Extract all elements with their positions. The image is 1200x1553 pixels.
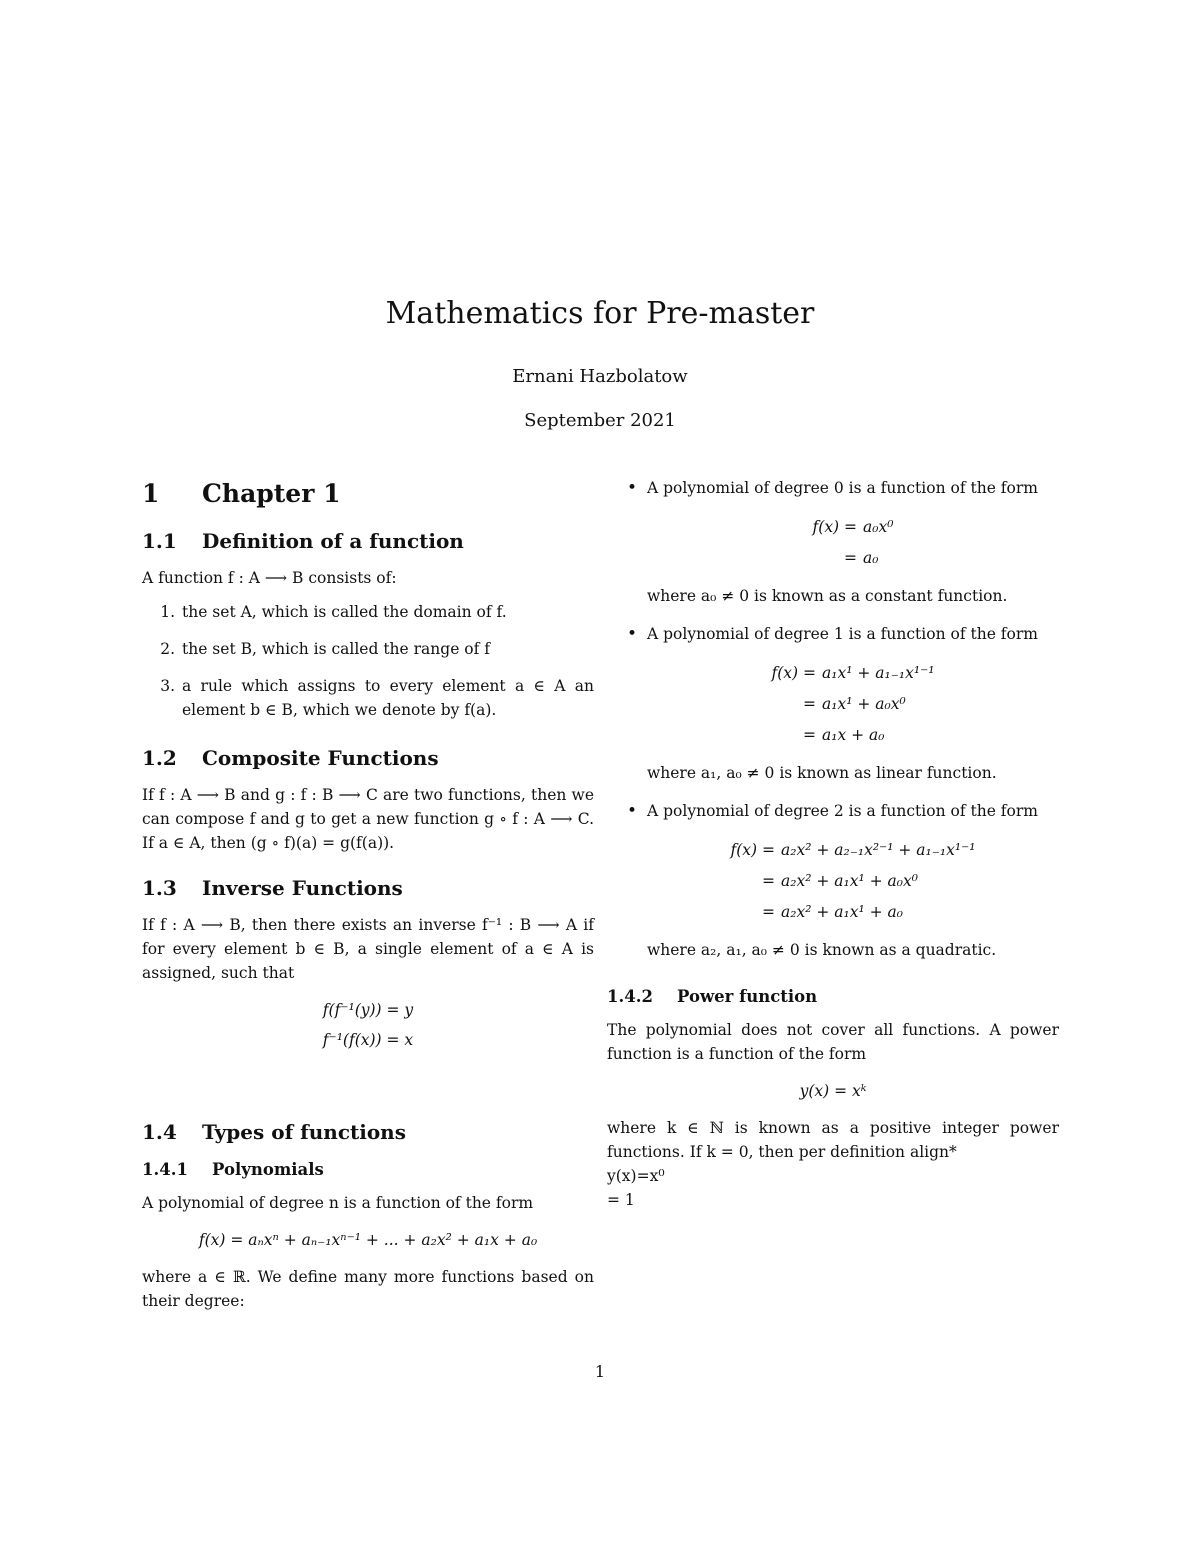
subsection-title: Polynomials [212,1160,324,1179]
section-heading-1-2 [142,743,594,773]
chapter-title: Chapter 1 [202,479,341,508]
subsection-number: 1.4.1 [142,1160,188,1179]
paragraph: • A polynomial of degree 1 is a function of the form [647,625,1038,643]
equation: y(x) = xᵏ [799,1082,867,1100]
paragraph: The polynomial does not cover all functions. A power function is a function of the form [607,1021,1059,1063]
section-title: Definition of a function [202,529,464,553]
section-heading-1-3 [142,873,594,903]
paragraph: where a₁, a₀ ≠ 0 is known as linear function. [647,764,997,782]
section-title: Composite Functions [202,746,439,770]
page-number: 1 [594,1362,606,1381]
equation-rhs: a₀ [863,549,879,567]
equation-rhs: a₁x¹ + a₁₋₁x¹⁻¹ [822,664,935,682]
equation-rhs: a₁x + a₀ [822,726,885,744]
equation-rhs: a₂x² + a₁x¹ + a₀x⁰ [781,872,918,890]
equation-rhs: a₂x² + a₂₋₁x²⁻¹ + a₁₋₁x¹⁻¹ [781,841,976,859]
section-number: 1.3 [142,876,177,900]
equation-block [647,658,1059,751]
chapter-number: 1 [142,479,160,508]
paragraph: If f : A ⟶ B and g : f : B ⟶ C are two functions, then we can compose f and g to get a new function g ∘ f : A ⟶ C. If a ∈ A, then (g ∘ f)(a) = g(f(a)). [142,786,594,852]
section-heading-1-4 [142,1117,594,1147]
section-title: Types of functions [202,1120,406,1144]
chapter-heading [142,476,594,512]
left-column [142,476,594,1313]
equation-lhs: f(x) = [812,518,858,536]
list-item [647,476,1059,608]
right-column [607,476,1059,1212]
section-title: Inverse Functions [202,876,403,900]
equation-rhs: a₀x⁰ [863,518,894,536]
list-item [647,799,1059,962]
subsection-title: Power function [677,987,818,1006]
equation: f(f⁻¹(y)) = y [322,1001,414,1019]
equals-sign: = [762,872,775,890]
math-line: y(x)=x⁰ [607,1167,665,1185]
equation-rhs: a₁x¹ + a₀x⁰ [822,695,906,713]
author: Ernani Hazbolatow [512,366,688,387]
date: September 2021 [524,410,676,431]
equals-sign: = [762,903,775,921]
paragraph: If f : A ⟶ B, then there exists an inverse f⁻¹ : B ⟶ A if for every element b ∈ B, a single element of a ∈ A is assigned, such that [142,916,594,982]
paragraph: where k ∈ ℕ is known as a positive integer power functions. If k = 0, then per definition align* [607,1119,1059,1161]
subsection-number: 1.4.2 [607,987,653,1006]
subsection-heading-1-4-2 [607,984,1059,1010]
definition-list [142,600,594,722]
equation-block [647,835,1059,928]
equals-sign: = [844,549,858,567]
list-item: 2. the set B, which is called the range of f [180,637,594,661]
equals-sign: = [803,695,817,713]
equation: f(x) = aₙxⁿ + aₙ₋₁xⁿ⁻¹ + ... + a₂x² + a₁x + a₀ [198,1231,538,1249]
paragraph: where a₂, a₁, a₀ ≠ 0 is known as a quadratic. [647,941,997,959]
equation-lhs: f(x) = [771,664,817,682]
equation-lhs: f(x) = [730,841,775,859]
paragraph: • A polynomial of degree 0 is a function of the form [647,479,1038,497]
math-line: = 1 [607,1191,635,1209]
subsection-heading-1-4-1 [142,1157,594,1183]
paragraph: A polynomial of degree n is a function of the form [142,1194,534,1212]
section-number: 1.2 [142,746,177,770]
paragraph: where a₀ ≠ 0 is known as a constant function. [647,587,1008,605]
paper-title: Mathematics for Pre-master [385,296,815,331]
equation-rhs: a₂x² + a₁x¹ + a₀ [781,903,903,921]
section-number: 1.1 [142,529,177,553]
list-item: 1. the set A, which is called the domain of f. [180,600,594,624]
degree-list [607,476,1059,962]
paragraph: • A polynomial of degree 2 is a function of the form [647,802,1038,820]
list-item [647,622,1059,785]
equation-block [647,512,1059,574]
section-number: 1.4 [142,1120,177,1144]
equals-sign: = [803,726,817,744]
paragraph: where a ∈ ℝ. We define many more functions based on their degree: [142,1268,594,1310]
inverse-equations [142,995,594,1055]
list-item: 3. a rule which assigns to every element a ∈ A an element b ∈ B, which we denote by f(a). [180,674,594,722]
section-heading-1-1 [142,526,594,556]
equation: f⁻¹(f(x)) = x [322,1031,414,1049]
paragraph: A function f : A ⟶ B consists of: [142,569,397,587]
